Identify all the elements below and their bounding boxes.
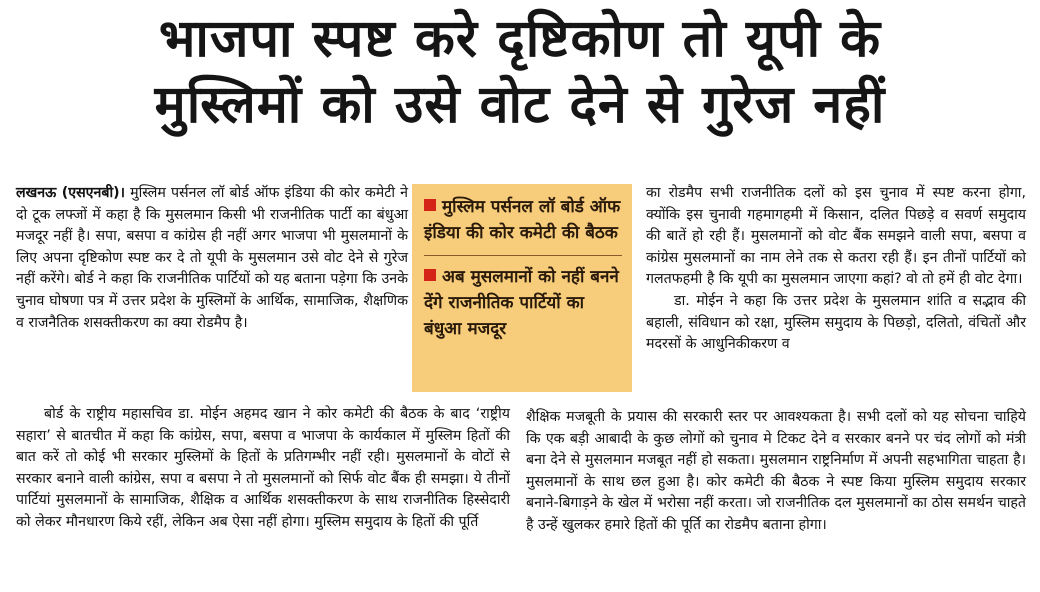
paragraph-3: का रोडमैप सभी राजनीतिक दलों को इस चुनाव में स्पष्ट करना होगा, क्योंकि इस चुनावी गहमागहमी में किसान, दलित पिछड़े व सवर्ण समुदाय की बातें हो रही हैं। मुसलमानों को वोट बैंक समझने वाली सपा, बसपा व कांग्रेस मुसलमानों का नाम लेने तक से कतरा रही हैं। इन तीनों पार्टियों को गलतफहमी है कि यूपी का मुसलमान जाएगा कहां? वो तो हमें ही वोट देगा।	[646, 185, 1026, 288]
highlight-box	[412, 184, 632, 392]
highlight-item-1	[424, 194, 622, 246]
paragraph-1: मुस्लिम पर्सनल लॉ बोर्ड ऑफ इंडिया की कोर कमेटी ने दो टूक लफ्जों में कहा है कि मुसलमान किसी भी राजनीतिक पार्टी का बंधुआ मजदूर नहीं है। सपा, बसपा व कांग्रेस ही नहीं अगर भाजपा भी मुसलमानों के लिए अपना दृष्टिकोण स्पष्ट कर दे तो यूपी के मुसलमान उसे वोट देने से गुरेज नहीं करेंगे। बोर्ड ने कहा कि राजनीतिक पार्टियों को यह बताना पड़ेगा कि उनके चुनाव घोषणा पत्र में उत्तर प्रदेश के मुस्लिमों के आर्थिक, सामाजिक, शैक्षणिक व राजनैतिक शसक्तीकरण का क्या रोडमैप है।	[16, 185, 408, 331]
paragraph-4b: शैक्षिक मजबूती के प्रयास की सरकारी स्तर पर आवश्यकता है। सभी दलों को यह सोचना चाहिये कि एक बड़ी आबादी के कुछ लोगों को चुनाव मे टिकट देने व सरकार बनने पर चंद लोगों को मंत्री बना देने से मुसलमान मजबूत नहीं हो सकता। मुसलमान राष्ट्रनिर्माण में अपनी सहभागिता चाहता है। मुसलमानों के साथ छल हुआ है। कोर कमेटी की बैठक ने स्पष्ट किया मुस्लिम समुदाय सरकार बनाने-बिगाड़ने के खेल में भरोसा नहीं करता। जो राजनीतिक दल मुसलमानों का ठोस समर्थन चाहते है उन्हें खुलकर हमारे हितों की पूर्ति का रोडमैप बताना होगा।	[526, 409, 1026, 533]
headline	[0, 6, 1040, 138]
headline-line-2: मुस्लिमों को उसे वोट देने से गुरेज नहीं	[154, 75, 886, 135]
article-column-left-top	[16, 183, 408, 334]
highlight-text-2: अब मुसलमानों को नहीं बनने देंगे राजनीतिक पार्टियों का बंधुआ मजदूर	[424, 267, 619, 339]
highlight-item-2	[424, 264, 622, 342]
article-column-right-bottom	[526, 407, 1026, 537]
highlight-divider	[424, 255, 622, 256]
article-column-right	[646, 183, 1026, 356]
paragraph-4a: डा. मोईन ने कहा कि उत्तर प्रदेश के मुसलमान शांति व सद्भाव की बहाली, संविधान को रक्षा, मुस्लिम समुदाय के पिछड़ो, दलितो, वंचितों और मदरसों के आधुनिकीकरण व	[646, 292, 1026, 353]
highlight-text-1: मुस्लिम पर्सनल लॉ बोर्ड ऑफ इंडिया की कोर कमेटी की बैठक	[424, 197, 621, 243]
paragraph-2: बोर्ड के राष्ट्रीय महासचिव डा. मोईन अहमद खान ने कोर कमेटी की बैठक के बाद ‘राष्ट्रीय सहारा’ से बातचीत में कहा कि कांग्रेस, सपा, बसपा व भाजपा के कार्यकाल में मुस्लिम हितों की बात करें तो कोई भी सरकार मुस्लिमों के हितों के प्रतिगम्भीर नहीं रही। मुसलमानों के वोटों से सरकार बनाने वाली कांग्रेस, सपा व बसपा ने तो मुसलमानों को सिर्फ वोट बैंक ही समझा। ये तीनों पार्टियां मुसलमानों के सामाजिक, शैक्षिक व आर्थिक शसक्तीकरण के साथ राजनीतिक हिस्सेदारी को लेकर मौनधारण किये रहीं, लेकिन अब ऐसा नहीं होगा। मुस्लिम समुदाय के हितों की पूर्ति	[16, 406, 510, 530]
dateline: लखनऊ (एसएनबी)।	[16, 185, 126, 201]
bullet-square-icon	[424, 199, 436, 211]
bullet-square-icon	[424, 269, 436, 281]
headline-line-1: भाजपा स्पष्ट करे दृष्टिकोण तो यूपी के	[158, 9, 882, 69]
article-column-left-bottom	[16, 404, 510, 534]
